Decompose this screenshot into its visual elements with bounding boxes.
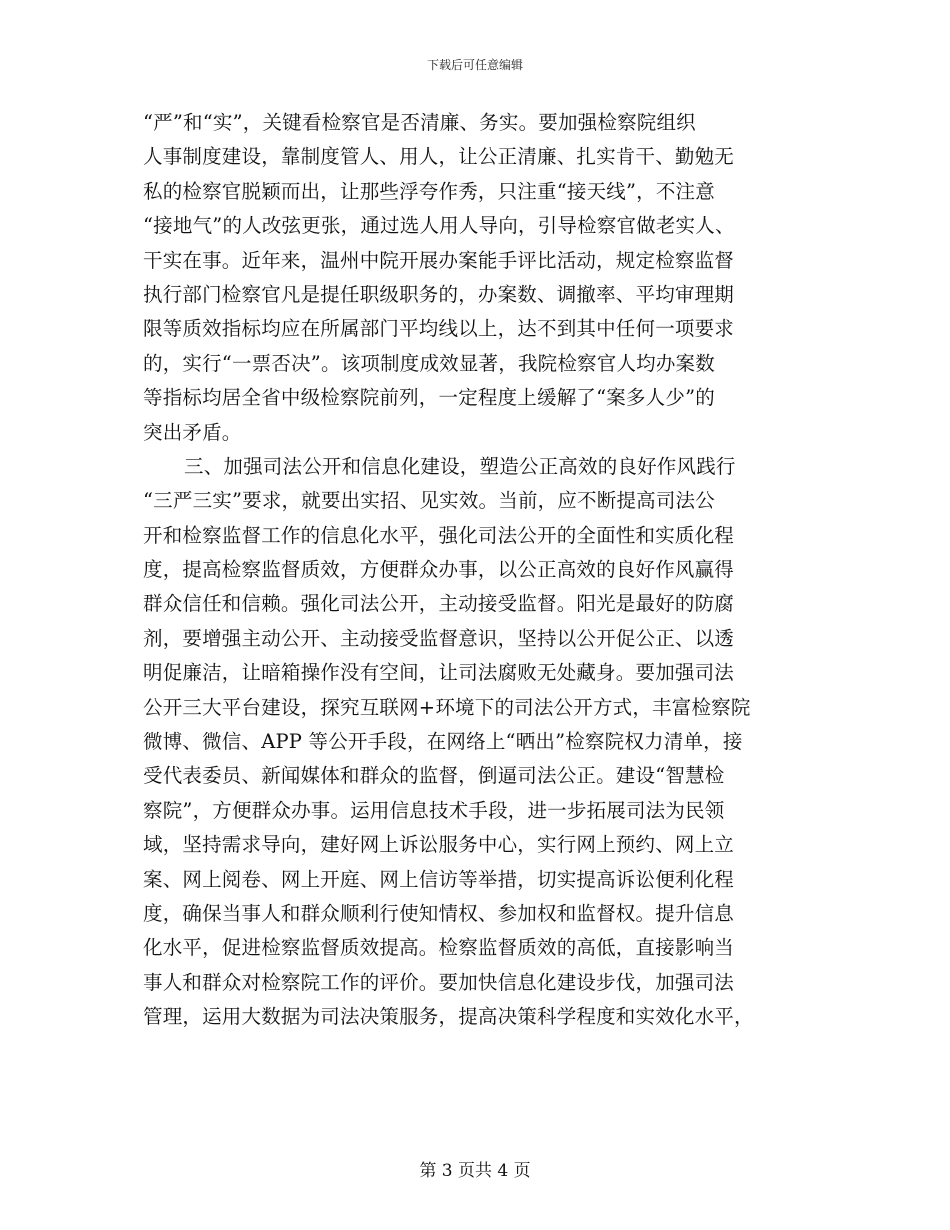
text-line: 明促廉洁，让暗箱操作没有空间，让司法腐败无处藏身。要加强司法 xyxy=(143,661,735,685)
text-line: 三、加强司法公开和信息化建设，塑造公正高效的良好作风践行 xyxy=(184,454,736,478)
text-line: 私的检察官脱颖而出，让那些浮夸作秀，只注重“接天线”，不注意 xyxy=(143,179,715,203)
text-line: 度，确保当事人和群众顺利行使知情权、参加权和监督权。提升信息 xyxy=(143,901,735,925)
paragraph xyxy=(143,450,813,1035)
text-line: 的，实行“一票否决”。该项制度成效显著，我院检察官人均办案数 xyxy=(143,351,715,375)
text-line: 微博、微信、APP 等公开手段，在网络上“晒出”检察院权力清单，接 xyxy=(143,730,743,754)
text-line: 限等质效指标均应在所属部门平均线以上，达不到其中任何一项要求 xyxy=(143,317,735,341)
page-header-note: 下载后可任意编辑 xyxy=(426,58,523,72)
text-line: 突出矛盾。 xyxy=(143,420,242,444)
text-line: 开和检察监督工作的信息化水平，强化司法公开的全面性和实质化程 xyxy=(143,523,735,547)
document-body xyxy=(143,106,813,1035)
page-number: 第 3 页共 4 页 xyxy=(419,1161,531,1181)
text-line: 受代表委员、新闻媒体和群众的监督，倒逼司法公正。建设“智慧检 xyxy=(143,764,725,788)
text-line: 度，提高检察监督质效，方便群众办事，以公正高效的良好作风赢得 xyxy=(143,558,735,582)
text-line: 察院”，方便群众办事。运用信息技术手段，进一步拓展司法为民领 xyxy=(143,798,725,822)
text-line: 执行部门检察官凡是提任职级职务的，办案数、调撤率、平均审理期 xyxy=(143,282,735,306)
text-line: 管理，运用大数据为司法决策服务，提高决策科学程度和实效化水平， xyxy=(143,1005,754,1029)
paragraph xyxy=(143,106,813,450)
text-line: 化水平，促进检察监督质效提高。检察监督质效的高低，直接影响当 xyxy=(143,936,735,960)
text-line: 等指标均居全省中级检察院前列，一定程度上缓解了“案多人少”的 xyxy=(143,386,715,410)
text-line: 公开三大平台建设，探究互联网+环境下的司法公开方式，丰富检察院 xyxy=(143,695,751,719)
text-line: “接地气”的人改弦更张，通过选人用人导向，引导检察官做老实人、 xyxy=(143,214,735,238)
text-line: 人事制度建设，靠制度管人、用人，让公正清廉、扎实肯干、勤勉无 xyxy=(143,145,735,169)
text-line: 案、网上阅卷、网上开庭、网上信访等举措，切实提高诉讼便利化程 xyxy=(143,867,735,891)
text-line: “严”和“实”，关键看检察官是否清廉、务实。要加强检察院组织 xyxy=(143,111,696,134)
text-line: 域，坚持需求导向，建好网上诉讼服务中心，实行网上预约、网上立 xyxy=(143,833,735,857)
text-line: 事人和群众对检察院工作的评价。要加快信息化建设步伐，加强司法 xyxy=(143,970,735,994)
text-line: “三严三实”要求，就要出实招、见实效。当前，应不断提高司法公 xyxy=(143,489,715,513)
text-line: 干实在事。近年来，温州中院开展办案能手评比活动，规定检察监督 xyxy=(143,248,735,272)
text-line: 群众信任和信赖。强化司法公开，主动接受监督。阳光是最好的防腐 xyxy=(143,592,735,616)
text-line: 剂，要增强主动公开、主动接受监督意识，坚持以公开促公正、以透 xyxy=(143,626,735,650)
